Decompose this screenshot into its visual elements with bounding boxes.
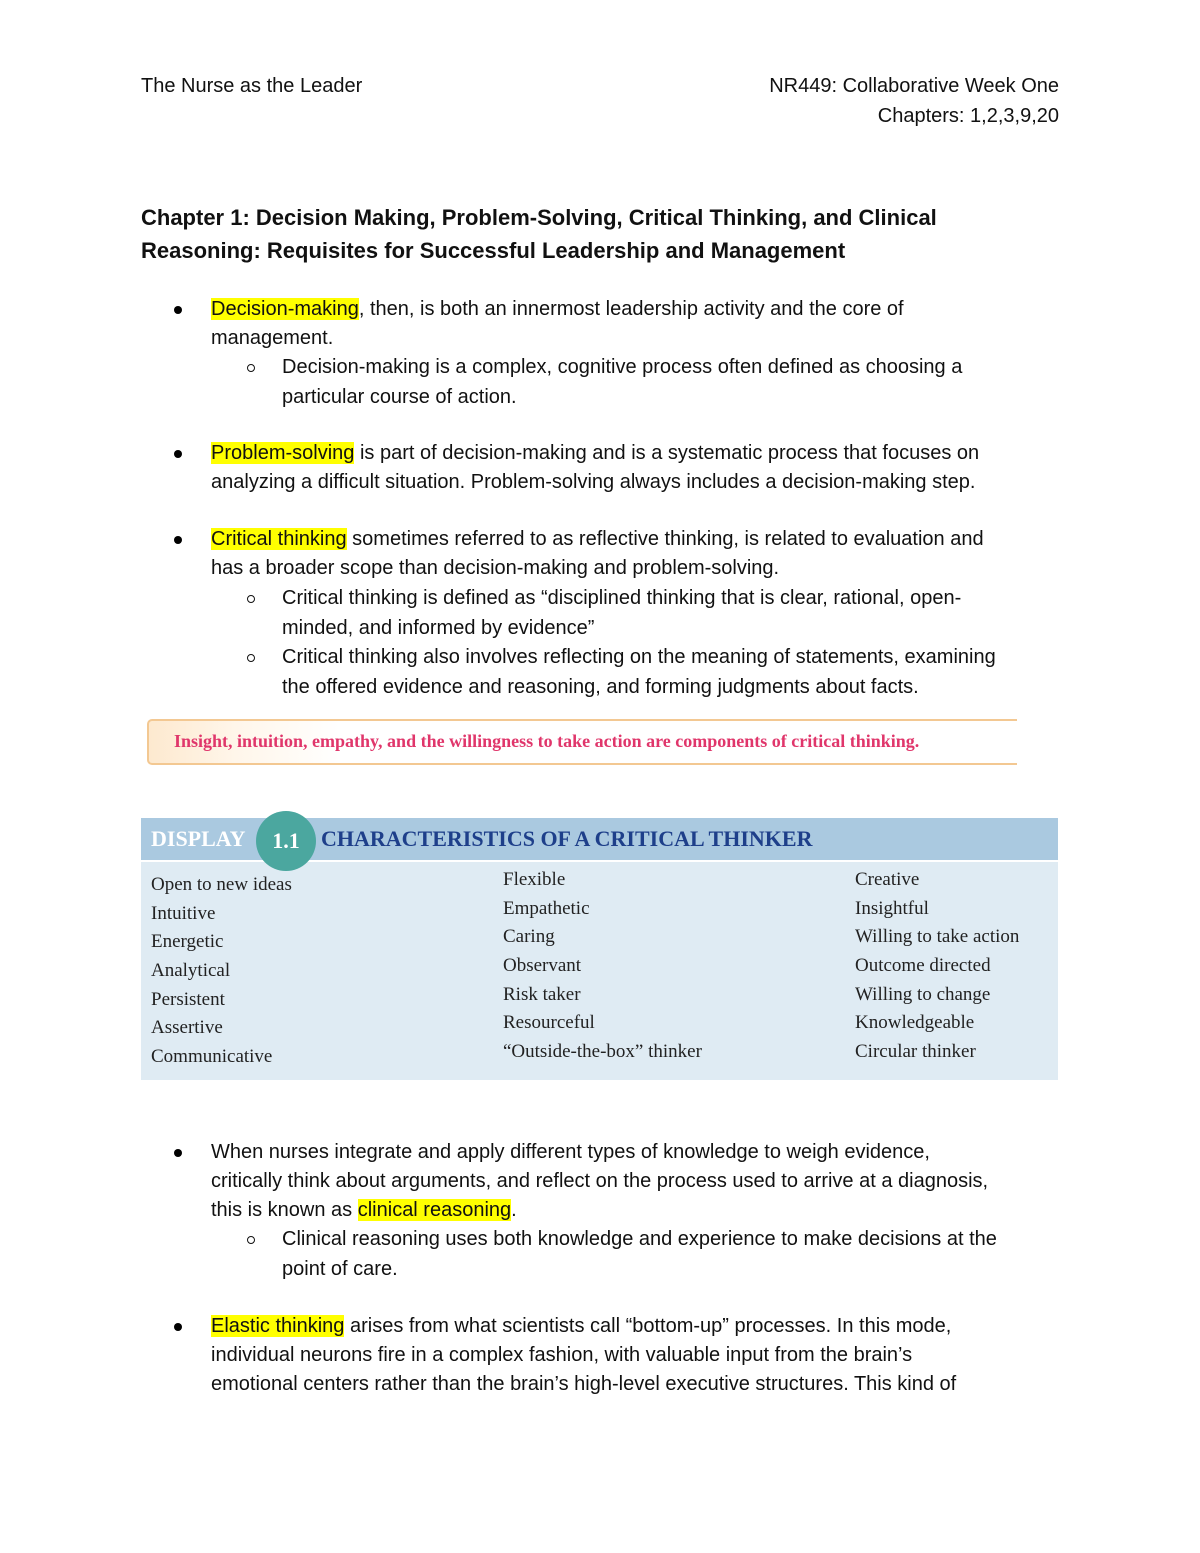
highlight-term: Critical thinking xyxy=(211,528,347,550)
bullet-text: analyzing a difficult situation. Problem-solving always includes a decision-making step. xyxy=(211,471,976,493)
header-left-title: The Nurse as the Leader xyxy=(141,75,363,97)
bullet-elastic-thinking xyxy=(211,1312,1061,1399)
list-item: Assertive xyxy=(151,1017,223,1039)
bullet-dot xyxy=(174,306,182,314)
sub-bullet-critical-definition xyxy=(282,583,1062,643)
sub-bullet-critical-reflection xyxy=(282,642,1062,702)
display-label: DISPLAY xyxy=(151,826,246,851)
list-item: Empathetic xyxy=(503,897,590,919)
list-item: Open to new ideas xyxy=(151,874,292,895)
list-item: Persistent xyxy=(151,988,225,1010)
list-item: Intuitive xyxy=(151,902,216,924)
bullet-dot xyxy=(174,536,182,544)
bullet-text: critically think about arguments, and reflect on the process used to arrive at a diagnosis, xyxy=(211,1170,989,1192)
header-course: NR449: Collaborative Week One xyxy=(769,75,1059,97)
bullet-text: , then, is both an innermost leadership activity and the core of xyxy=(358,298,904,320)
bullet-dot xyxy=(174,450,182,458)
list-item: Communicative xyxy=(151,1046,273,1068)
list-item: Creative xyxy=(855,869,920,890)
chapter-title-line2: Reasoning: Requisites for Successful Leadership and Management xyxy=(141,238,846,263)
sub-bullet-clinical-reasoning xyxy=(282,1224,1062,1284)
characteristics-column-1 xyxy=(151,871,292,1072)
sub-bullet-circle xyxy=(247,595,255,603)
bullet-text: emotional centers rather than the brain’s high-level executive structures. This kind of xyxy=(211,1373,957,1395)
bullet-problem-solving xyxy=(211,439,1061,497)
sub-bullet-decision-making xyxy=(282,352,1062,412)
list-item: Knowledgeable xyxy=(855,1012,975,1034)
display-number: 1.1 xyxy=(272,828,300,853)
sub-bullet-circle xyxy=(247,654,255,662)
bullet-critical-thinking xyxy=(211,525,1061,583)
list-item: Observant xyxy=(503,955,582,977)
bullet-text: When nurses integrate and apply different types of knowledge to weigh evidence, xyxy=(211,1141,930,1163)
highlight-term: clinical reasoning xyxy=(357,1199,512,1221)
list-item: Insightful xyxy=(855,897,929,919)
chapter-title-line1: Chapter 1: Decision Making, Problem-Solving, Critical Thinking, and Clinical xyxy=(141,205,937,230)
bullet-text: this is known as xyxy=(211,1199,358,1221)
list-item: Resourceful xyxy=(503,1012,595,1034)
bullet-decision-making xyxy=(211,295,1061,353)
bullet-text: sometimes referred to as reflective thinking, is related to evaluation and xyxy=(346,528,984,550)
sub-bullet-text: Critical thinking also involves reflecting on the meaning of statements, examining xyxy=(282,646,996,668)
list-item: Willing to change xyxy=(855,983,991,1005)
bullet-clinical-reasoning xyxy=(211,1138,1061,1225)
bullet-text: arises from what scientists call “bottom-up” processes. In this mode, xyxy=(344,1315,952,1337)
sub-bullet-text: Critical thinking is defined as “disciplined thinking that is clear, rational, open- xyxy=(282,587,962,609)
highlight-term: Elastic thinking xyxy=(211,1315,345,1337)
list-item: Flexible xyxy=(503,869,566,890)
list-item: “Outside-the-box” thinker xyxy=(503,1041,702,1063)
callout-text: Insight, intuition, empathy, and the willingness to take action are components of critical thinking. xyxy=(174,731,920,751)
bullet-text: is part of decision-making and is a systematic process that focuses on xyxy=(354,442,980,464)
header-right xyxy=(769,71,1059,131)
bullet-text: management. xyxy=(211,327,334,349)
list-item: Analytical xyxy=(151,960,231,982)
sub-bullet-text: Clinical reasoning uses both knowledge and experience to make decisions at the xyxy=(282,1228,997,1250)
list-item: Willing to take action xyxy=(855,926,1020,948)
list-item: Energetic xyxy=(151,931,224,953)
highlight-term: Decision-making xyxy=(211,298,359,320)
bullet-text: . xyxy=(511,1199,517,1221)
bullet-text: has a broader scope than decision-making and problem-solving. xyxy=(211,557,780,579)
header-chapters: Chapters: 1,2,3,9,20 xyxy=(877,105,1059,127)
bullet-text: individual neurons fire in a complex fashion, with valuable input from the brain’s xyxy=(211,1344,913,1366)
bullet-dot xyxy=(174,1149,182,1157)
sub-bullet-circle xyxy=(247,1236,255,1244)
sub-bullet-text: particular course of action. xyxy=(282,386,517,408)
sub-bullet-text: the offered evidence and reasoning, and forming judgments about facts. xyxy=(282,676,919,698)
characteristics-column-3 xyxy=(855,866,1019,1067)
list-item: Outcome directed xyxy=(855,955,991,977)
display-title: CHARACTERISTICS OF A CRITICAL THINKER xyxy=(321,826,813,851)
list-item: Caring xyxy=(503,926,555,948)
characteristics-column-2 xyxy=(503,866,702,1067)
bullet-dot xyxy=(174,1323,182,1331)
list-item: Risk taker xyxy=(503,983,581,1005)
sub-bullet-circle xyxy=(247,364,255,372)
highlight-term: Problem-solving xyxy=(211,442,355,464)
list-item: Circular thinker xyxy=(855,1041,976,1063)
sub-bullet-text: point of care. xyxy=(282,1258,398,1280)
sub-bullet-text: minded, and informed by evidence” xyxy=(282,617,595,639)
sub-bullet-text: Decision-making is a complex, cognitive process often defined as choosing a xyxy=(282,356,963,378)
chapter-title xyxy=(141,201,1041,267)
